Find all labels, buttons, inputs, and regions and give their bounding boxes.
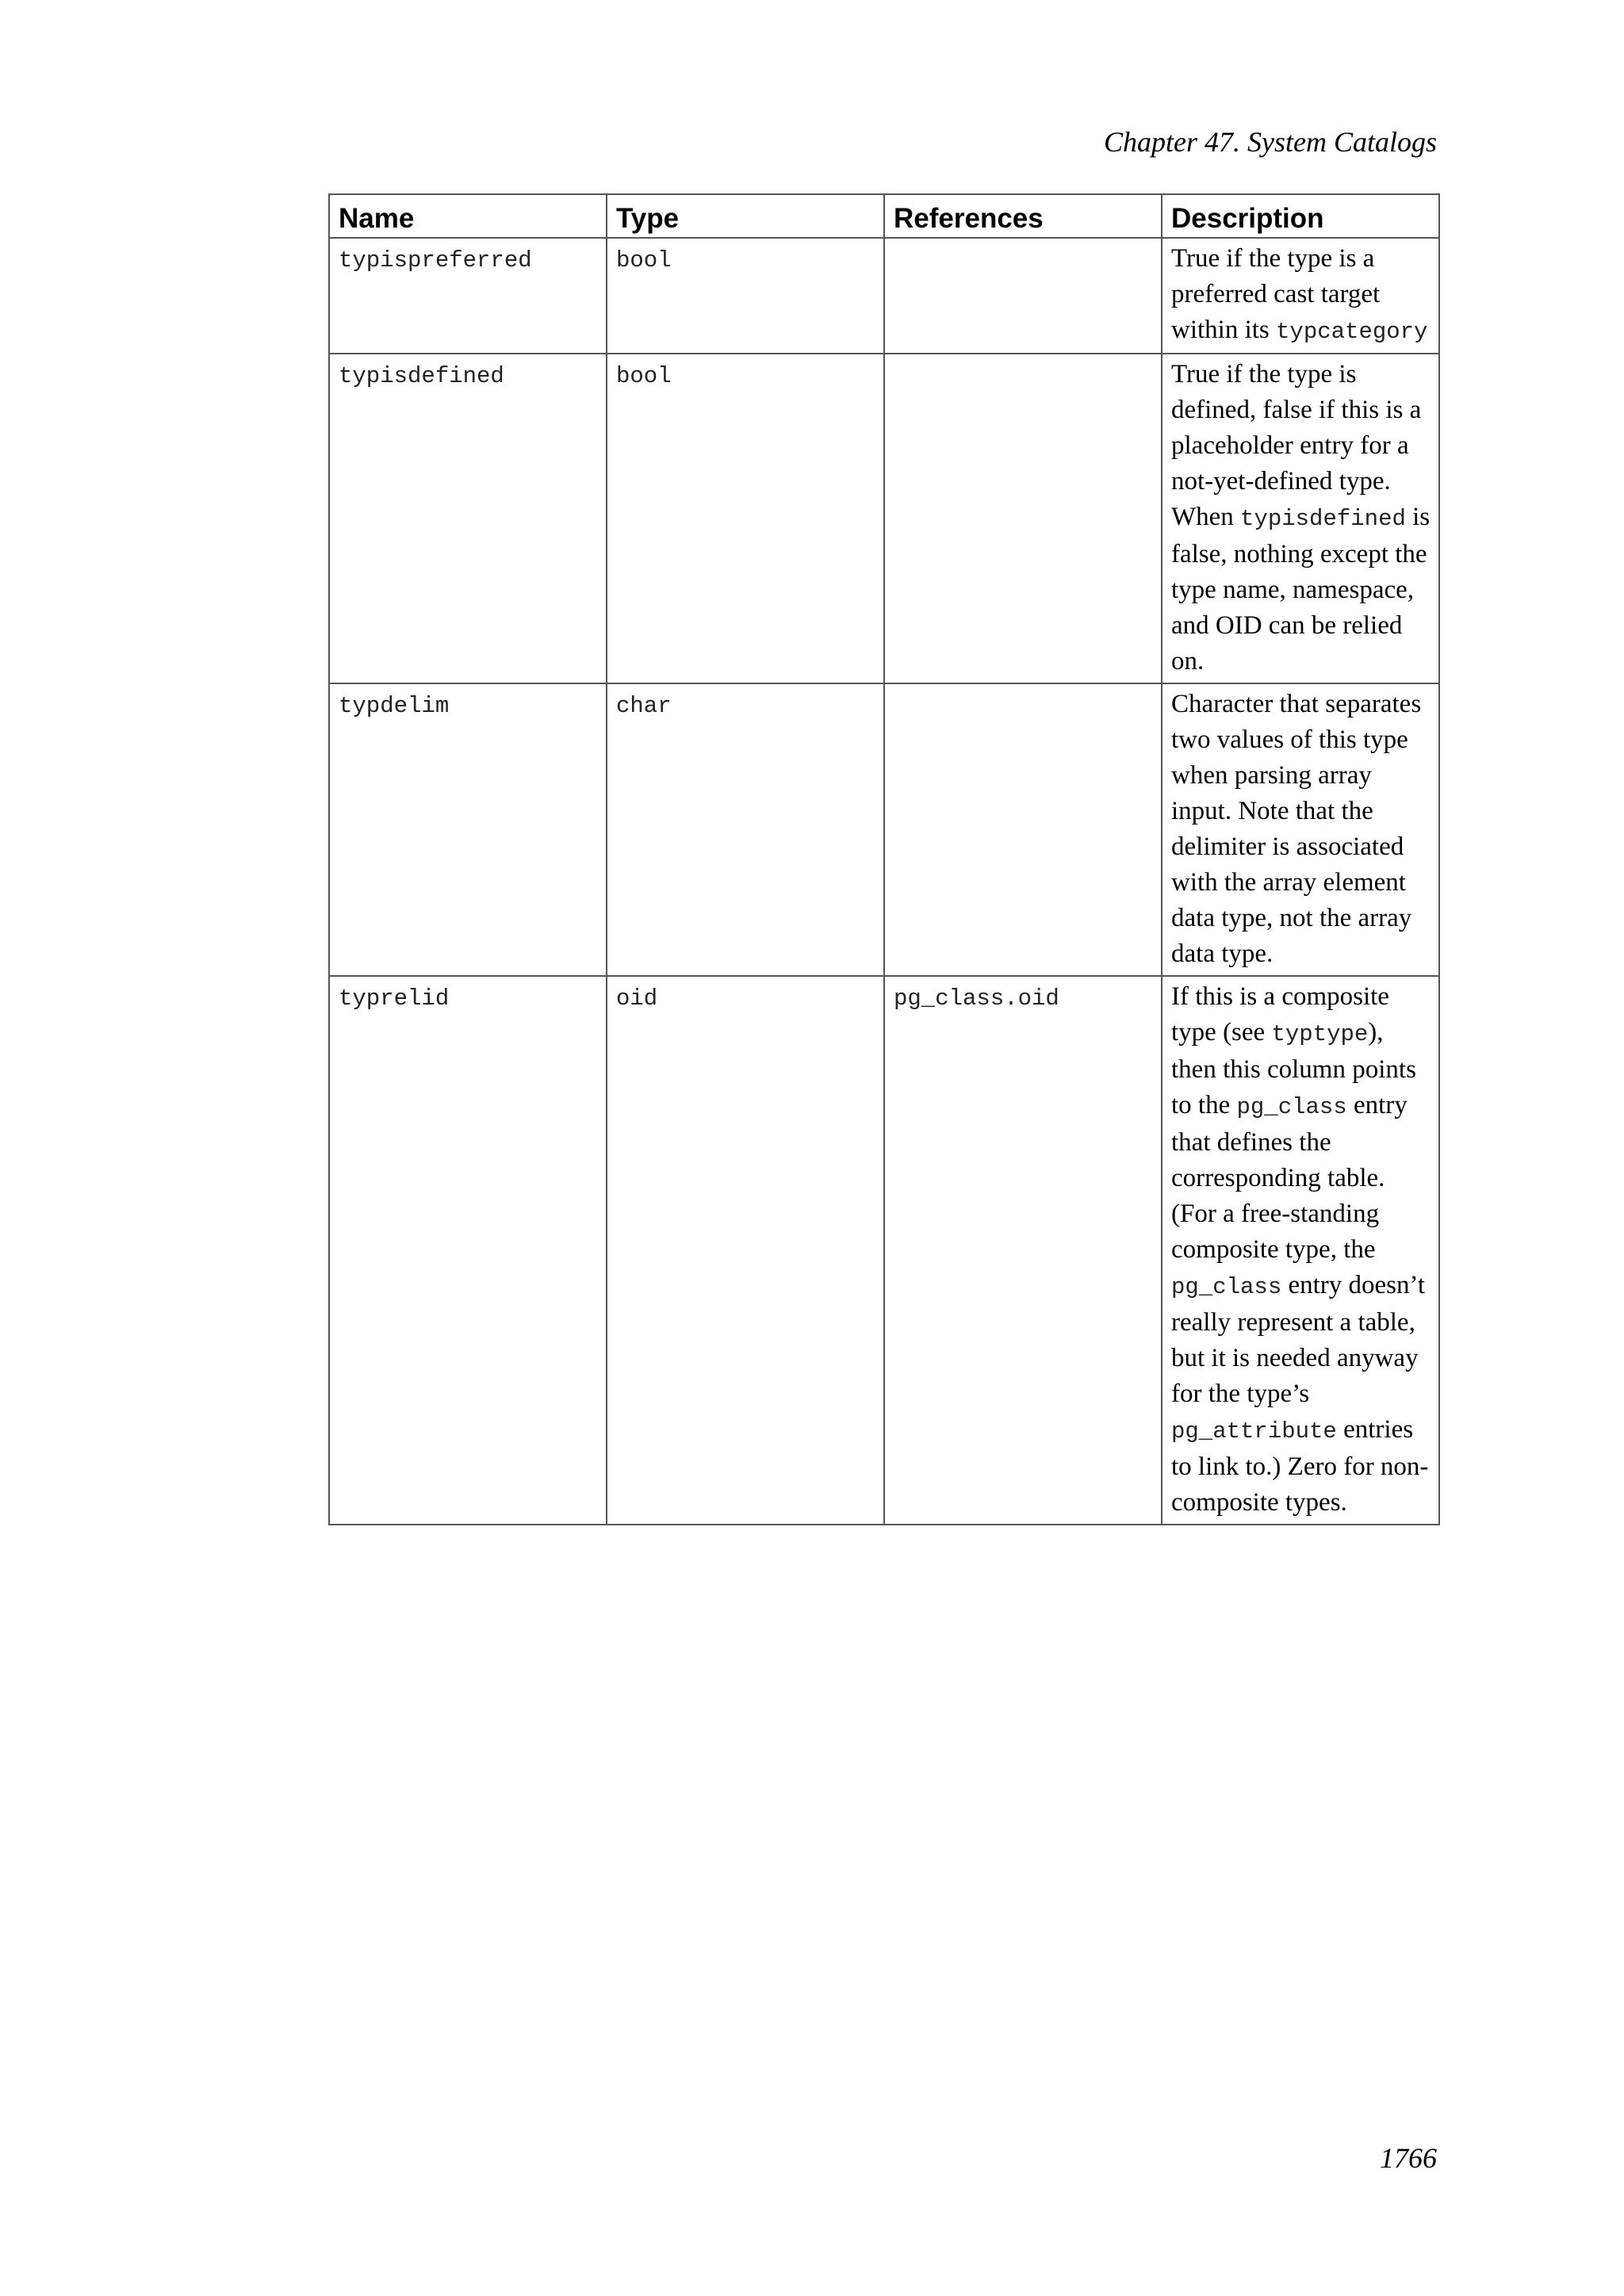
column-name: typrelid <box>339 985 450 1012</box>
catalog-columns-table <box>328 193 1440 1525</box>
column-type: oid <box>616 985 658 1012</box>
row-description-cell <box>1162 976 1439 1525</box>
row-description-cell <box>1162 683 1439 976</box>
description-text: If this is a composite type (see <box>1171 982 1389 1047</box>
description-text: is false, nothing except the type name, namespace, and OID can be relied on. <box>1171 503 1431 675</box>
column-type: bool <box>616 363 672 389</box>
row-type-cell <box>607 976 884 1525</box>
column-name: typdelim <box>339 693 450 719</box>
column-type: bool <box>616 247 672 274</box>
description-text: True if the type is defined, false if this is a placeholder entry for a not-yet-defined type. When <box>1171 360 1422 531</box>
running-header: Chapter 47. System Catalogs <box>1104 126 1437 158</box>
column-header-description: Description <box>1162 194 1439 238</box>
row-references-cell <box>884 238 1162 354</box>
table-row <box>329 354 1439 683</box>
row-name-cell <box>329 976 607 1525</box>
column-header-references: References <box>884 194 1162 238</box>
inline-code: typtype <box>1271 1021 1369 1047</box>
description-text: ), then this column points to the <box>1171 1018 1416 1119</box>
inline-code: pg_class <box>1171 1274 1282 1300</box>
row-name-cell <box>329 238 607 354</box>
column-name: typisdefined <box>339 363 504 389</box>
column-type: char <box>616 693 672 719</box>
row-description-cell <box>1162 354 1439 683</box>
table-row <box>329 238 1439 354</box>
table-row <box>329 976 1439 1525</box>
description-text: entry that defines the corresponding table. (For a free-standing composite type, the <box>1171 1091 1408 1264</box>
row-references-cell <box>884 683 1162 976</box>
description-text: entry doesn’t really represent a table, but it is needed anyway for the type’s <box>1171 1271 1426 1408</box>
row-references-cell <box>884 354 1162 683</box>
row-name-cell <box>329 683 607 976</box>
page-number: 1766 <box>1380 2142 1437 2174</box>
row-type-cell <box>607 354 884 683</box>
row-type-cell <box>607 238 884 354</box>
inline-code: pg_class <box>1236 1094 1347 1120</box>
row-name-cell <box>329 354 607 683</box>
description-text: Character that separates two values of this type when parsing array input. Note that the delimiter is associated with the array element data type, not the array data type. <box>1171 690 1422 968</box>
column-name: typispreferred <box>339 247 532 274</box>
row-references-cell <box>884 976 1162 1525</box>
inline-code: typcategory <box>1276 319 1428 345</box>
column-references: pg_class.oid <box>894 985 1059 1012</box>
description-text: entries to link to.) Zero for non-composite types. <box>1171 1415 1429 1517</box>
inline-code: typisdefined <box>1240 506 1406 532</box>
inline-code: pg_attribute <box>1171 1418 1337 1445</box>
column-header-type: Type <box>607 194 884 238</box>
table-header-row <box>329 194 1439 238</box>
table-row <box>329 683 1439 976</box>
row-description-cell <box>1162 238 1439 354</box>
column-header-name: Name <box>329 194 607 238</box>
table-body <box>329 238 1439 1525</box>
description-text: True if the type is a preferred cast target within its <box>1171 244 1381 344</box>
row-type-cell <box>607 683 884 976</box>
